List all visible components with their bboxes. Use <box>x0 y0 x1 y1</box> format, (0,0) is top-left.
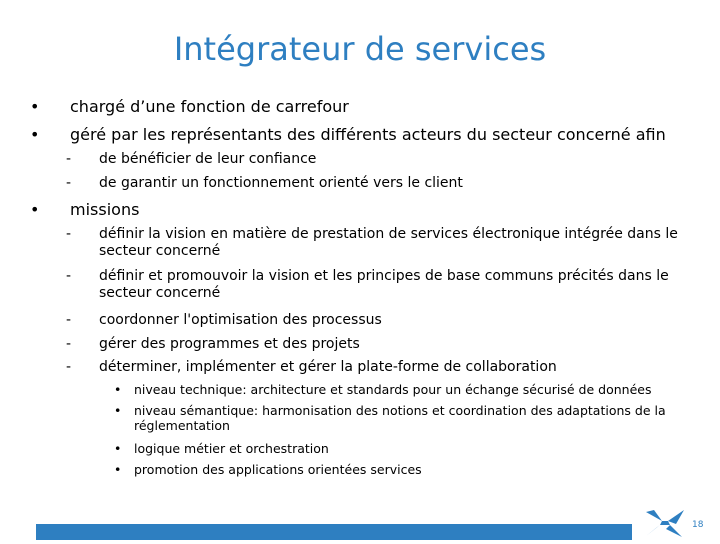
bullet-symbol: • <box>30 97 40 116</box>
bullet-symbol: • <box>114 382 122 397</box>
mission-item <box>66 312 686 329</box>
slide-title: Intégrateur de services <box>173 30 547 68</box>
dash-symbol: - <box>66 359 72 375</box>
bullet-symbol: • <box>114 462 122 477</box>
sub-item-text: de garantir un fonctionnement orienté vers le client <box>99 175 463 191</box>
platform-level-text: niveau sémantique: harmonisation des notions et coordination des adaptations de la réglementation <box>134 403 666 433</box>
bullet-text: chargé d’une fonction de carrefour <box>70 97 349 116</box>
platform-level-item <box>114 462 674 477</box>
bullet-symbol: • <box>114 403 122 418</box>
mission-text: gérer des programmes et des projets <box>99 336 360 352</box>
platform-level-text: niveau technique: architecture et standards pour un échange sécurisé de données <box>134 382 652 397</box>
footer-bar <box>36 524 632 540</box>
dash-symbol: - <box>66 175 72 191</box>
sub-item-text: de bénéficier de leur confiance <box>99 151 317 167</box>
dash-symbol: - <box>66 336 72 352</box>
platform-level-item <box>114 441 674 456</box>
platform-level-text: logique métier et orchestration <box>134 441 329 456</box>
page-number: 18 <box>692 520 704 530</box>
mission-text: définir la vision en matière de prestation de services électronique intégrée dans le secteur concerné <box>99 226 678 259</box>
bullet-text: géré par les représentants des différents acteurs du secteur concerné afin <box>70 125 666 144</box>
bullet-symbol: • <box>114 441 122 456</box>
mission-text: déterminer, implémenter et gérer la plate-forme de collaboration <box>99 359 557 375</box>
bullet-symbol: • <box>30 125 40 144</box>
mission-item <box>66 268 686 302</box>
dash-symbol: - <box>66 312 72 328</box>
mission-text: définir et promouvoir la vision et les principes de base communs précités dans le secteur concerné <box>99 268 669 301</box>
cross-logo-icon <box>642 506 688 540</box>
mission-item <box>66 336 686 353</box>
platform-level-text: promotion des applications orientées services <box>134 462 422 477</box>
platform-level-item <box>114 403 674 433</box>
mission-item <box>66 359 686 376</box>
bullet-symbol: • <box>30 200 40 219</box>
sub-item <box>66 151 686 168</box>
dash-symbol: - <box>66 226 72 242</box>
dash-symbol: - <box>66 268 72 284</box>
mission-text: coordonner l'optimisation des processus <box>99 312 382 328</box>
dash-symbol: - <box>66 151 72 167</box>
missions-heading: missions <box>70 200 140 219</box>
mission-item <box>66 226 686 260</box>
platform-level-item <box>114 382 674 397</box>
sub-item <box>66 175 686 192</box>
